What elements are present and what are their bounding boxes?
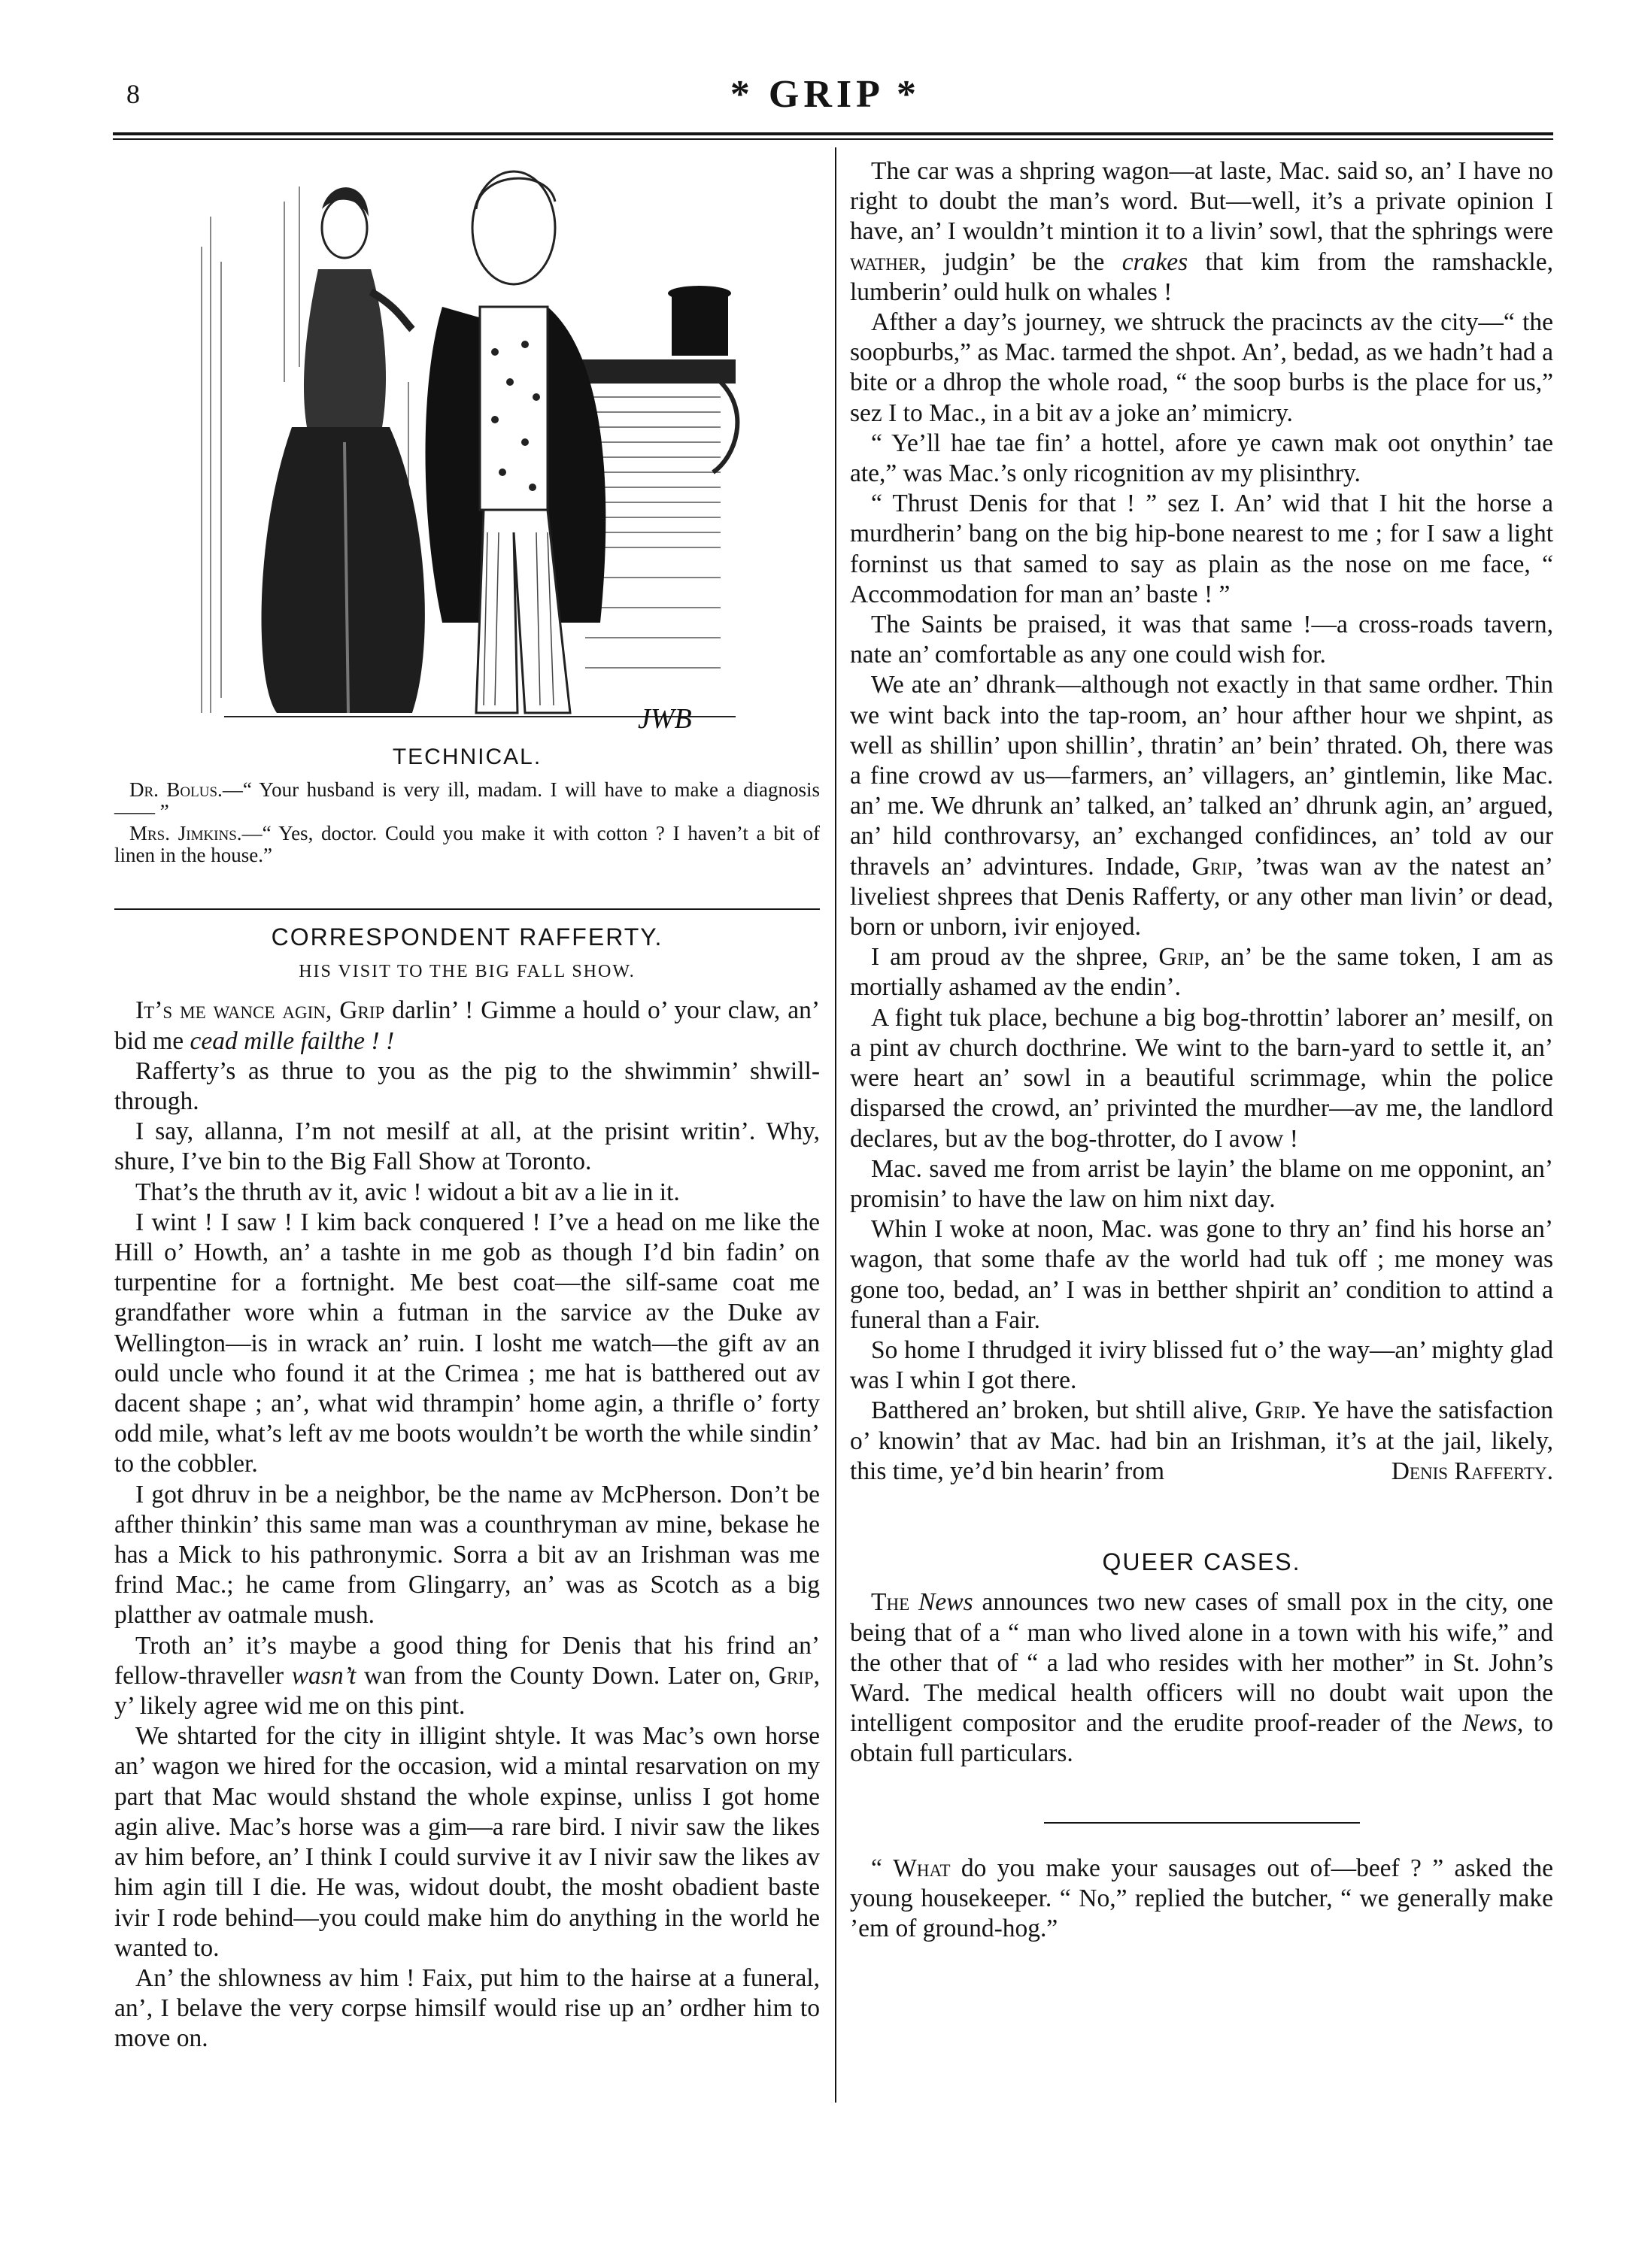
column-divider: [835, 147, 836, 2103]
header-rule: [113, 132, 1553, 135]
page-number: 8: [126, 79, 140, 109]
article-paragraph: So home I thrudged it iviry blissed fut o’ the way—an’ mighty glad was I whin I got there.: [850, 1336, 1553, 1395]
cartoon-drawing: [194, 156, 747, 743]
text-run: , judgin’ be the: [920, 247, 1122, 276]
text-run: Troth an’ it’s maybe a good thing for Denis that his frind an’ fellow-thraveller: [114, 1631, 820, 1690]
cartoon-title: TECHNICAL.: [392, 744, 542, 769]
article-paragraph: I wint ! I saw ! I kim back conquered ! I’ve a head on me like the Hill o’ Howth, an’ a tashte in me gob as though I’d bin fadin’ on turpentine for a fortnight. Me best coat—the silf-same coat me grandfather wore whin a futman in the sarvice av the Duke av Wellington—is in wrack an’ ruin. I losht me watch—the gift av an ould uncle who found it at the Crimea ; me hat is batthered out av dacent shape ; an’, what wid thrampin’ home agin, a thrifle o’ forty odd mile, what’s left av me boots wouldn’t be worth the while sindin’ to the cobbler.: [114, 1208, 820, 1478]
text-run: News: [1462, 1709, 1517, 1738]
text-run: , an’ be the same token, I am as mortially ashamed av the endin’.: [850, 943, 1553, 1002]
text-run: darlin’ ! Gimme a hould o’ your claw, an’ bid me: [114, 996, 820, 1055]
text-run: Grip: [768, 1661, 814, 1690]
artist-signature: JWB: [638, 703, 692, 735]
text-run: wan from the County Down. Later on,: [356, 1661, 769, 1690]
text-run: Grip: [1191, 852, 1237, 881]
text-run: News: [918, 1588, 973, 1617]
text-run: , ’twas wan av the natest an’ liveliest shprees that Denis Rafferty, or any other man livin’ or dead, born or unborn, ivir enjoyed.: [850, 852, 1553, 941]
article-paragraph: [114, 996, 820, 1056]
text-run: cead mille failthe ! !: [190, 1026, 395, 1055]
article-paragraph: That’s the thruth av it, avic ! widout a bit av a lie in it.: [135, 1178, 680, 1206]
article-paragraph: [850, 670, 1553, 942]
text-run: wather: [850, 247, 921, 276]
article-paragraph: [850, 156, 1553, 308]
article-paragraph: I say, allanna, I’m not mesilf at all, at the prisint writin’. Why, shure, I’ve bin to the Big Fall Show at Toronto.: [114, 1117, 820, 1176]
text-run: , to obtain full particulars.: [850, 1709, 1553, 1768]
text-run: Grip: [1255, 1396, 1300, 1425]
text-run: Batthered an’ broken, but shtill alive,: [871, 1396, 1255, 1425]
masthead: * GRIP *: [730, 73, 921, 116]
text-run: The car was a shpring wagon—at laste, Mac. said so, an’ I have no right to doubt the man’s word. But—well, it’s a private opinion I have, an’ I wouldn’t mintion it to a livin’ sowl, that the sphrings were: [850, 157, 1553, 246]
article-subtitle: HIS VISIT TO THE BIG FALL SHOW.: [299, 962, 636, 982]
cartoon-caption: [114, 779, 820, 866]
author-signoff: Denis Rafferty.: [1391, 1457, 1553, 1485]
article-paragraph: [850, 942, 1553, 1002]
article-paragraph: A fight tuk place, bechune a big bog-throttin’ laborer an’ mesilf, on a pint av church docthrine. We wint to the barn-yard to settle it, an’ were heart an’ sowl in a beautiful scrimmage, whin the police disparsed the crowd, an’ privinted the murdher—av me, the landlord declares, but av the bog-throtter, do I avow !: [850, 1003, 1553, 1153]
text-run: do you make your sausages out of—beef ? ” asked the young housekeeper. “ No,” replied the butcher, “ we generally make ’em of ground-hog.”: [850, 1854, 1554, 1942]
queer-cases-paragraph: [850, 1587, 1553, 1769]
text-run: announces two new cases of small pox in the city, one being that of a “ man who lived alone in a town with his wife,” and the other that of “ a lad who resides with her mother” in St. John’s Ward. The medical health officers will no doubt wait upon the intelligent compositor and the erudite proof-reader of the: [850, 1588, 1554, 1738]
section-rule: [114, 908, 820, 910]
cartoon-illustration: [194, 156, 747, 743]
text-run: We ate an’ dhrank—although not exactly in that same ordher. Thin we wint back into the tap-room, an’ hour afther hour we shpint, as well as shillin’ upon shillin’, thratin’ an’ bein’ thrated. Oh, there was a fine crowd av us—farmers, an’ villagers, an’ gintlemin, like Mac. an’ me. We dhrunk an’ talked, an’ talked an’ dhrunk agin, an’ argued, an’ hild conthrovarsy, an’ exchanged confidinces, an’ told av our thravels an’ advintures. Indade,: [850, 671, 1553, 881]
article-paragraph: Rafferty’s as thrue to you as the pig to the shwimmin’ shwill-through.: [114, 1057, 820, 1116]
text-run: What: [893, 1854, 951, 1882]
article-paragraph: “ Thrust Denis for that ! ” sez I. An’ wid that I hit the horse a murdherin’ bang on the big hip-bone nearest to me ; for I saw a light forninst us that samed to say as plain as the nose on me face, “ Accommodation for man an’ baste ! ”: [850, 490, 1553, 608]
text-run: Grip: [1158, 943, 1204, 972]
text-run: The: [871, 1588, 919, 1617]
article-paragraph: The Saints be praised, it was that same !—a cross-roads tavern, nate an’ comfortable as any one could wish for.: [850, 611, 1553, 669]
caption-line-wife: [114, 823, 820, 866]
queer-cases-title: QUEER CASES.: [1102, 1548, 1301, 1576]
text-run: It’s me wance agin,: [135, 996, 340, 1025]
text-run: that kim from the ramshackle, lumberin’ ould hulk on whales !: [850, 247, 1553, 306]
caption-line-doctor: [114, 779, 820, 823]
article-paragraph: An’ the shlowness av him ! Faix, put him to the hairse at a funeral, an’, I belave the very corpse himsilf would rise up an’ ordher him to move on.: [114, 1963, 820, 2053]
header-rule-thin: [113, 138, 1553, 140]
text-run: “: [871, 1854, 894, 1882]
article-left-column: [114, 922, 820, 2054]
text-run: wasn’t: [291, 1661, 357, 1690]
text-run: I am proud av the shpree,: [871, 943, 1159, 972]
caption-speaker: Mrs. Jimkins.: [129, 822, 242, 844]
article-paragraph: Whin I woke at noon, Mac. was gone to thry an’ find his horse an’ wagon, that some thafe av the world had tuk off ; me money was gone too, bedad, an’ I was in betther shpirit an’ condition to attind a funeral than a Fair.: [850, 1215, 1553, 1334]
article-paragraph: “ Ye’ll hae tae fin’ a hottel, afore ye cawn mak oot onythin’ tae ate,” was Mac.’s only ricognition av my plisinthry.: [850, 429, 1553, 488]
short-rule: [1044, 1822, 1360, 1824]
caption-text: —“ Yes, doctor. Could you make it with cotton ? I haven’t a bit of linen in the house.”: [114, 822, 821, 866]
text-run: . Ye have the satisfaction o’ knowin’ that av Mac. had bin an Irishman, it’s at the jail, likely, this time, ye’d bin hearin’ from: [850, 1396, 1553, 1485]
caption-text: —“ Your husband is very ill, madam. I will have to make a diagnosis —— ”: [114, 778, 821, 823]
text-run: crakes: [1121, 247, 1188, 276]
article-paragraph: We shtarted for the city in illigint shtyle. It was Mac’s own horse an’ wagon we hired for the occasion, wid a mintal resarvation on my part that Mac would shstand the whole expinse, unliss I got home agin alive. Mac’s horse was a gim—a rare bird. I nivir saw the likes av him before, an’ I think I could survive it av I nivir saw the likes av him agin till I die. He was, widout doubt, the mosht obadient baste ivir I rode behind—you could make him do anything in the world he wanted to.: [114, 1722, 820, 1962]
article-paragraph: [114, 1631, 820, 1722]
text-run: , y’ likely agree wid me on this pint.: [114, 1661, 820, 1721]
article-paragraph: Mac. saved me from arrist be layin’ the blame on me opponint, an’ promisin’ to have the law on him nixt day.: [850, 1154, 1553, 1213]
article-paragraph: I got dhruv in be a neighbor, be the name av McPherson. Don’t be afther thinkin’ this same man was a counthryman av mine, bekase he has a Mick to his pathronymic. Sorra a bit av an Irishman was me frind Mac.; he came from Glingarry, an’ was as Scotch as a big platther av oatmale mush.: [114, 1480, 820, 1630]
caption-speaker: Dr. Bolus.: [129, 778, 223, 801]
article-title: CORRESPONDENT RAFFERTY.: [271, 923, 663, 951]
joke-paragraph: [850, 1854, 1553, 1945]
text-run: Grip: [339, 996, 385, 1025]
article-paragraph: Afther a day’s journey, we shtruck the pracincts av the city—“ the soopburbs,” as Mac. tarmed the shpot. An’, bedad, as we hadn’t had a bite or a dhrop the whole road, “ the soop burbs is the place for us,” sez I to Mac., in a bit av a joke an’ mimicry.: [850, 308, 1553, 427]
article-right-column: [850, 156, 1553, 1944]
